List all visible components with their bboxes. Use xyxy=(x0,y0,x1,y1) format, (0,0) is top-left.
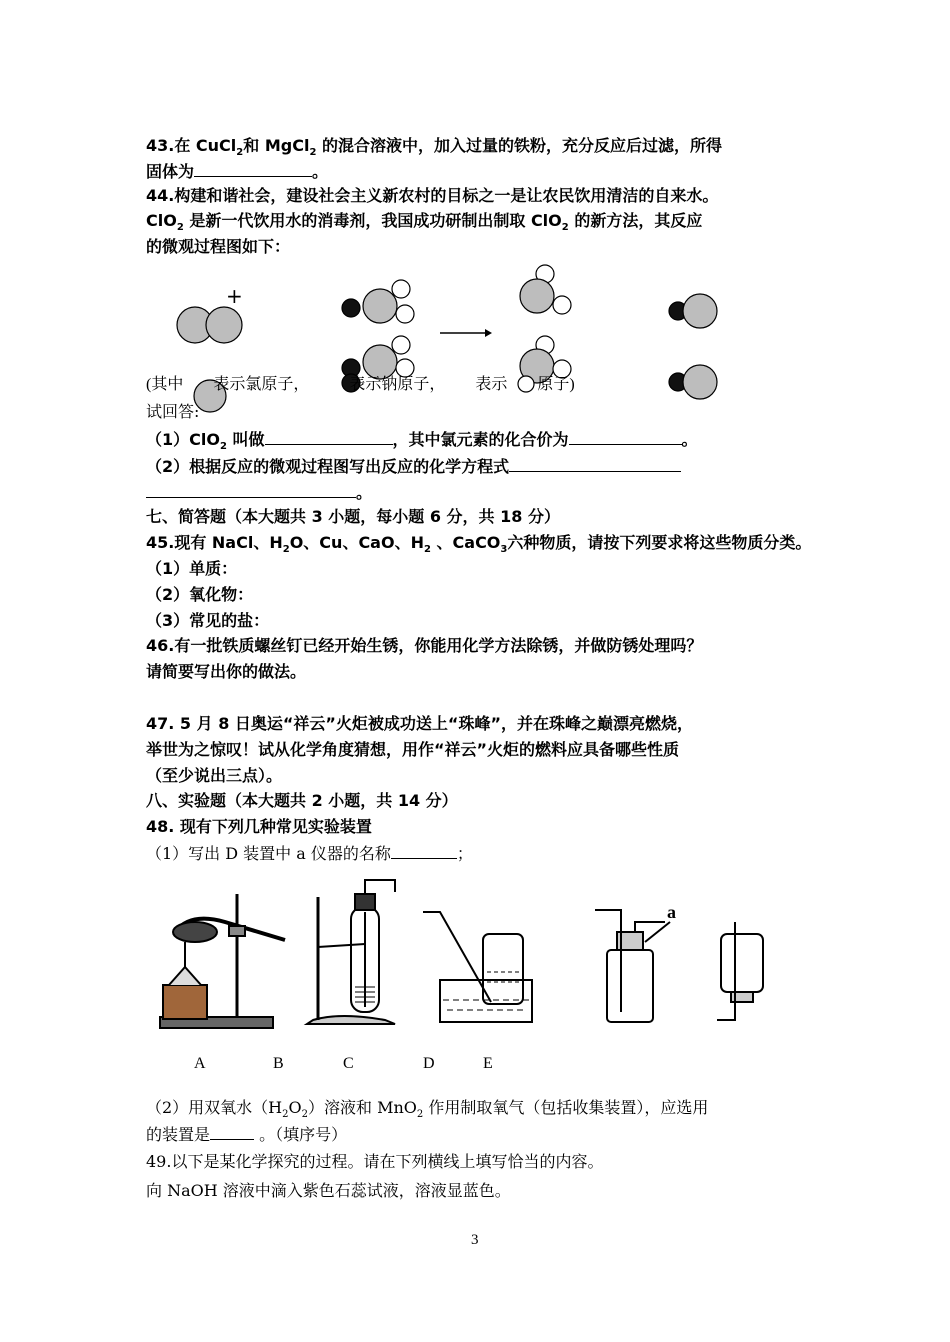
q48-sub2-line2: 的装置是 。（填序号） xyxy=(146,1122,347,1147)
q47-line2: 举世为之惊叹！试从化学角度猜想，用作“祥云”火炬的燃料应具备哪些性质 xyxy=(146,740,680,759)
answer-blank[interactable] xyxy=(210,1122,254,1140)
answer-blank[interactable] xyxy=(265,427,393,445)
chlorine-atom xyxy=(683,294,717,328)
oxygen-atom xyxy=(392,336,410,354)
label-a: a xyxy=(667,902,676,922)
legend-text: (其中 表示氯原子， 表示钠原子， 表示 原子) xyxy=(146,376,575,393)
q48-sub2: （2）用双氧水$(H_2O_2)$溶液和 MnO$_2$ 作用制取氧气（包括收集装置），应选用 xyxy=(146,1098,709,1121)
q43-line1: 43.在 CuCl$_2$和 MgCl$_2$ 的混合溶液中，加入过量的铁粉，充分反应后过滤，所得 xyxy=(146,136,722,159)
label-E: E xyxy=(483,1055,493,1072)
apparatus-e xyxy=(717,922,763,1020)
q47-line3: （至少说出三点）。 xyxy=(146,766,283,785)
apparatus-a xyxy=(160,894,285,1028)
q44-sub2: （2）根据反应的微观过程图写出反应的化学方程式 xyxy=(146,454,681,479)
arrow-head xyxy=(485,329,492,337)
q44-line3: 的微观过程图如下： xyxy=(146,237,291,256)
sodium-atom xyxy=(342,299,360,317)
q44-line2: ClO$_2$ 是新一代饮用水的消毒剂，我国成功研制出制取 ClO$_2$ 的新方法，其反应 xyxy=(146,211,703,234)
oxygen-atom xyxy=(553,296,571,314)
label-C: C xyxy=(343,1055,354,1072)
q44-sub2-line2: 。 xyxy=(146,480,372,505)
oxygen-atom xyxy=(396,305,414,323)
section-8-heading: 八、实验题（本大题共 2 小题，共 14 分） xyxy=(146,791,458,810)
section-7-heading: 七、简答题（本大题共 3 小题，每小题 6 分，共 18 分） xyxy=(146,507,560,526)
q45-sub3: （3）常见的盐： xyxy=(146,611,270,630)
q47-line1: 47. 5 月 8 日奥运“祥云”火炬被成功送上“珠峰”，并在珠峰之巅漂亮燃烧， xyxy=(146,714,693,733)
chlorine-atom xyxy=(683,365,717,399)
chlorine-atom xyxy=(520,279,554,313)
apparatus-d xyxy=(595,910,670,1022)
plus-sign: + xyxy=(226,284,243,308)
answer-blank[interactable] xyxy=(391,841,457,859)
q43-line2: 固体为 。 xyxy=(146,159,328,184)
q48-title: 48. 现有下列几种常见实验装置 xyxy=(146,817,372,836)
apparatus-b xyxy=(307,880,395,1024)
answer-prompt: 试回答: xyxy=(146,402,200,421)
chlorine-atom xyxy=(363,289,397,323)
q45-sub2: （2）氧化物： xyxy=(146,585,254,604)
apparatus-c xyxy=(423,912,532,1022)
q45-line1: 45.现有 NaCl、$H_2O$、Cu、CaO、$H_2$ 、CaCO$_3$六种物质，请按下列要求将这些物质分类。 xyxy=(146,533,812,556)
oxygen-atom xyxy=(392,280,410,298)
q45-sub1: （1）单质： xyxy=(146,559,238,578)
page-number: 3 xyxy=(471,1232,479,1248)
q49-line1: 49.以下是某化学探究的过程。请在下列横线上填写恰当的内容。 xyxy=(146,1152,604,1171)
label-D: D xyxy=(423,1055,435,1072)
q46-line1: 46.有一批铁质螺丝钉已经开始生锈，你能用化学方法除锈，并做防锈处理吗？ xyxy=(146,636,703,655)
q44-line1: 44.构建和谐社会，建设社会主义新农村的目标之一是让农民饮用清洁的自来水。 xyxy=(146,186,719,205)
answer-blank[interactable] xyxy=(146,480,356,498)
label-A: A xyxy=(194,1055,206,1072)
q44-sub1: （1）ClO$_2$ 叫做 ，其中氯元素的化合价为 。 xyxy=(146,427,698,459)
answer-blank[interactable] xyxy=(194,159,312,177)
q49-line2: 向 NaOH 溶液中滴入紫色石蕊试液，溶液显蓝色。 xyxy=(146,1181,511,1200)
answer-blank[interactable] xyxy=(569,427,682,445)
q46-line2: 请简要写出你的做法。 xyxy=(146,662,307,681)
answer-blank[interactable] xyxy=(509,454,681,472)
q48-sub1: （1）写出 D 装置中 a 仪器的名称 ； xyxy=(146,841,473,866)
apparatus-figure xyxy=(155,872,795,1040)
chlorine-atom xyxy=(206,307,242,343)
label-B: B xyxy=(273,1055,284,1072)
